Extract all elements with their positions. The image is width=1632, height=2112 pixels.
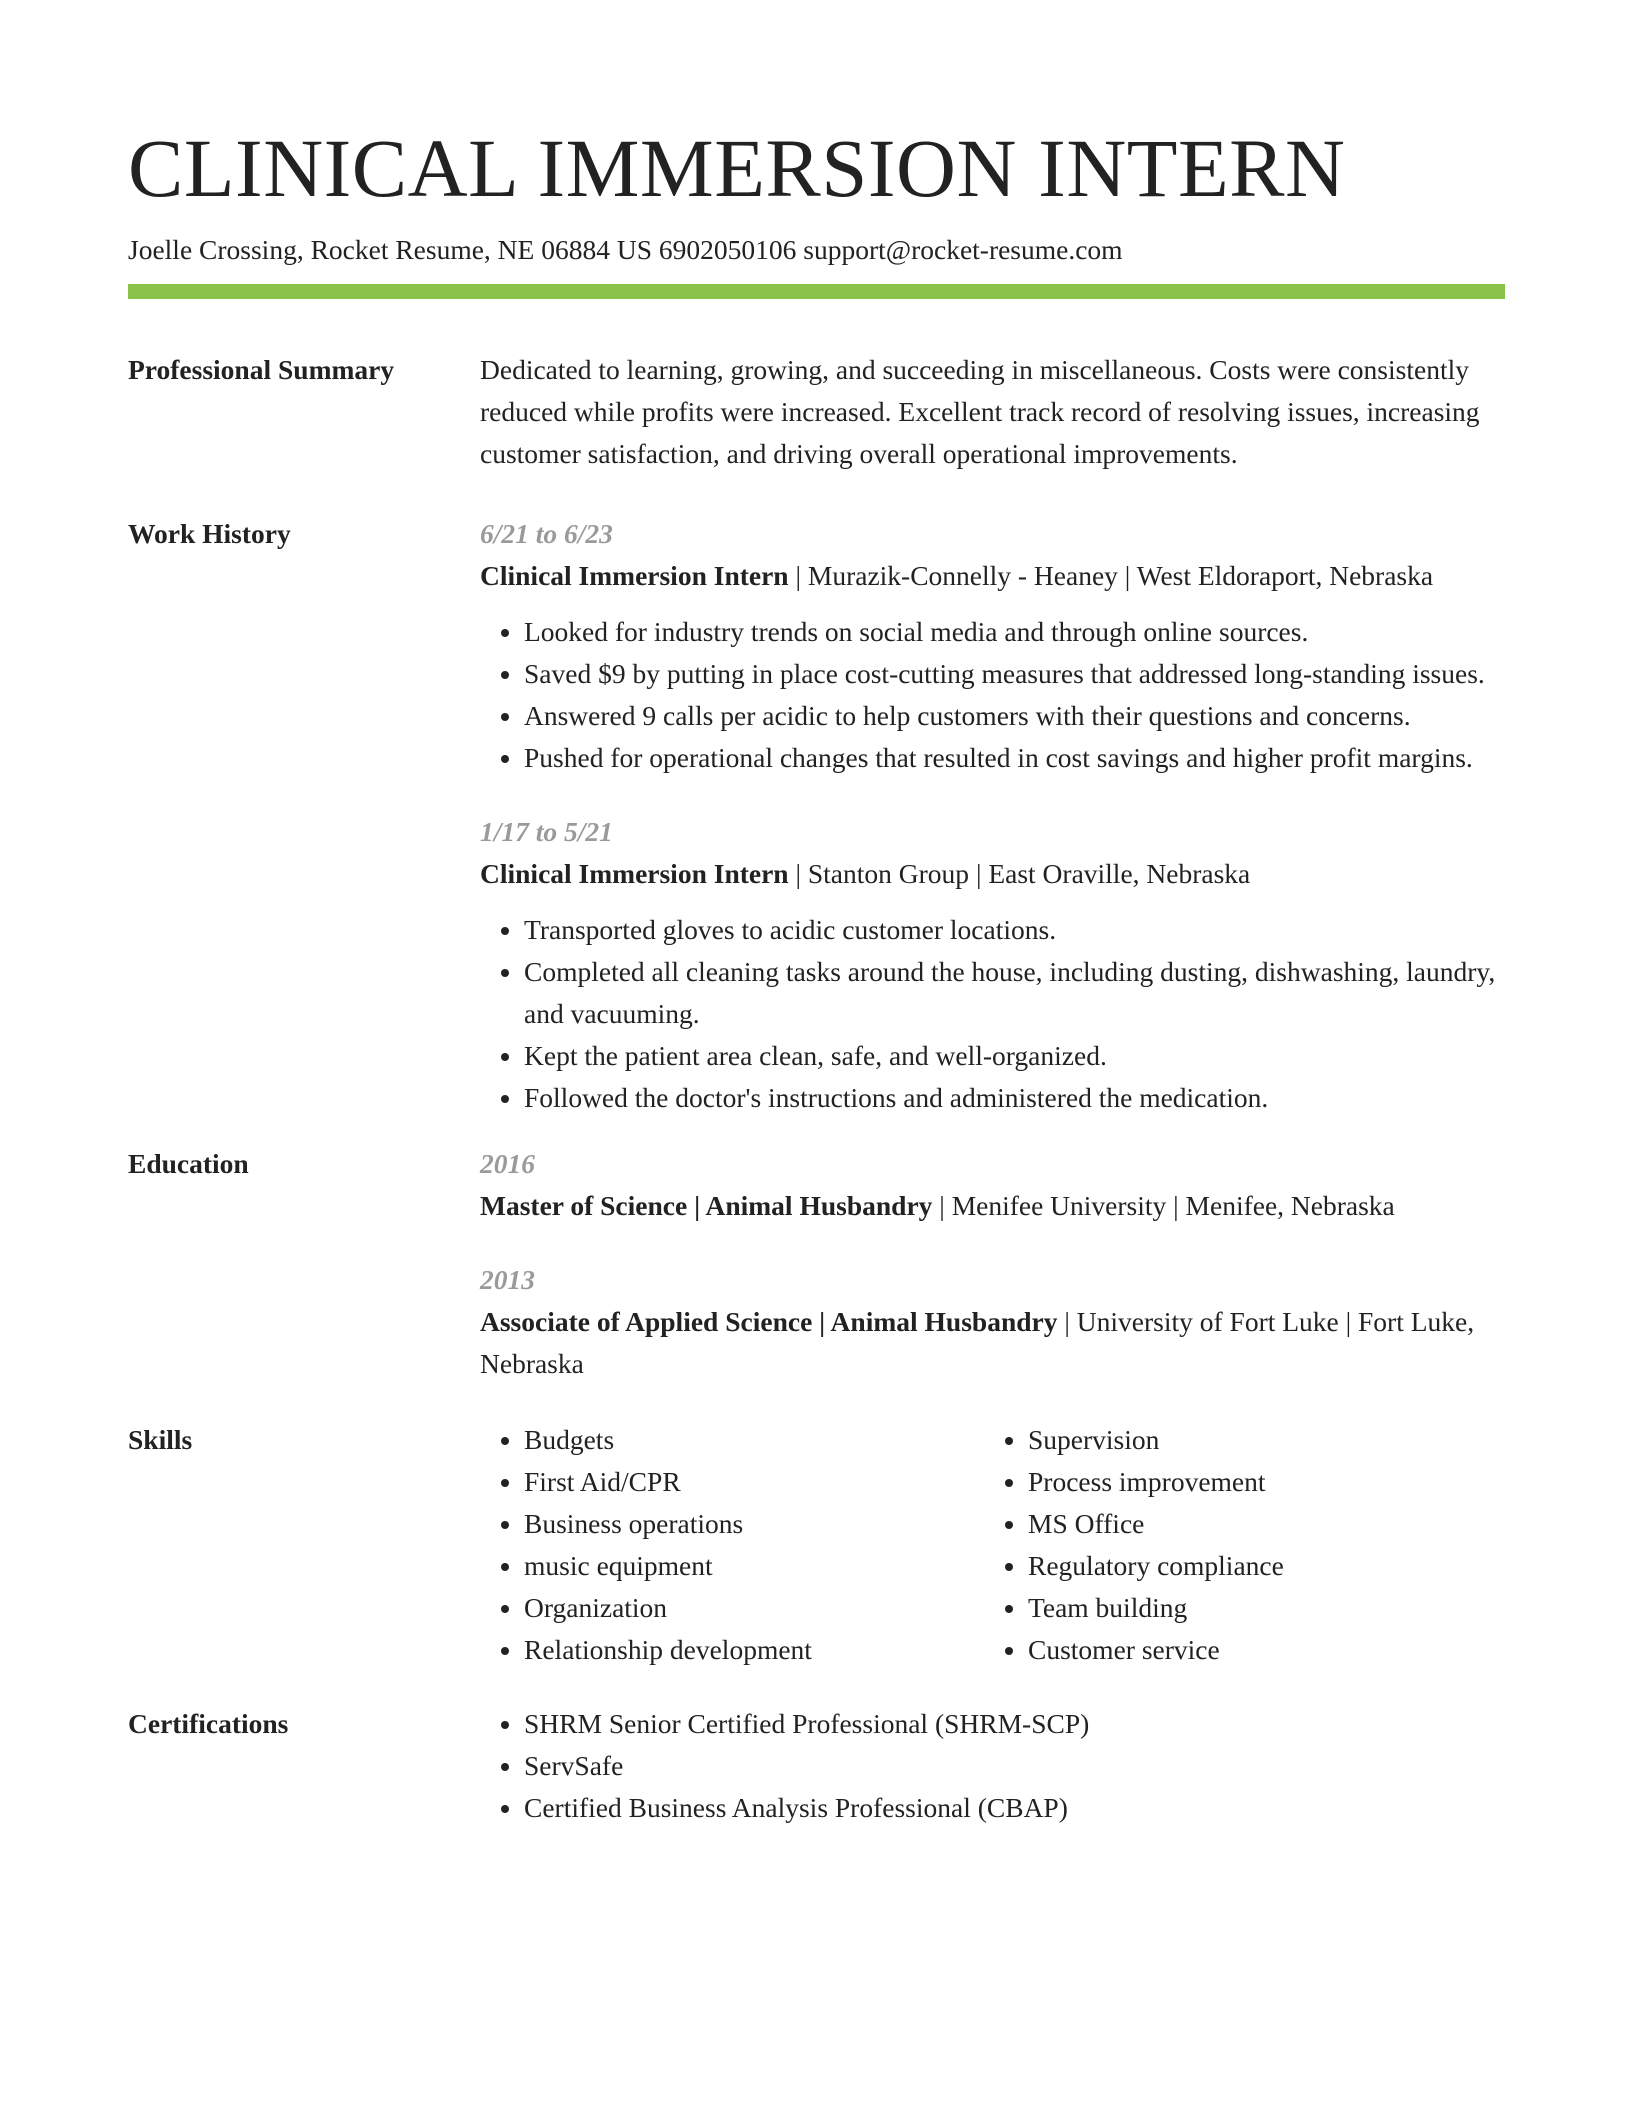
summary-section bbox=[128, 349, 1505, 475]
education-degree: Master of Science | Animal Husbandry bbox=[480, 1190, 933, 1221]
education-degree: Associate of Applied Science | Animal Husbandry bbox=[480, 1306, 1058, 1337]
list-item: • Relationship development bbox=[524, 1629, 984, 1671]
job-role: Clinical Immersion Intern bbox=[480, 858, 789, 889]
list-item: • Answered 9 calls per acidic to help customers with their questions and concerns. bbox=[524, 695, 1505, 737]
resume-page bbox=[128, 118, 1505, 1829]
education-year: 2013 bbox=[480, 1264, 535, 1295]
job-location: | East Oraville, Nebraska bbox=[969, 858, 1250, 889]
job-entry bbox=[480, 811, 1505, 1119]
list-item: • First Aid/CPR bbox=[524, 1461, 984, 1503]
list-item: • Completed all cleaning tasks around the house, including dusting, dishwashing, laundry, and vacuuming. bbox=[524, 951, 1505, 1035]
resume-title: CLINICAL IMMERSION INTERN bbox=[128, 122, 1346, 214]
list-item: • MS Office bbox=[1028, 1503, 1284, 1545]
skills-grid bbox=[480, 1419, 1505, 1671]
section-heading: Education bbox=[128, 1148, 249, 1179]
education-location: | Fort Luke, Nebraska bbox=[480, 1306, 1474, 1379]
list-item: • Kept the patient area clean, safe, and well-organized. bbox=[524, 1035, 1505, 1077]
skills-column bbox=[480, 1419, 984, 1671]
list-item: • Business operations bbox=[524, 1503, 984, 1545]
education-year: 2016 bbox=[480, 1148, 535, 1179]
job-title-line bbox=[480, 555, 1505, 597]
job-bullets bbox=[480, 611, 1505, 779]
list-item: • ServSafe bbox=[524, 1745, 1505, 1787]
education-entry bbox=[480, 1143, 1505, 1227]
list-item: • music equipment bbox=[524, 1545, 984, 1587]
education-line bbox=[480, 1185, 1505, 1227]
summary-text: Dedicated to learning, growing, and succeeding in miscellaneous. Costs were consistently reduced while profits were increased. Excellent track record of resolving issues, increasing customer satisfaction, and driving overall operational improvements. bbox=[480, 354, 1480, 469]
list-item: • SHRM Senior Certified Professional (SHRM-SCP) bbox=[524, 1703, 1505, 1745]
certifications-list bbox=[480, 1703, 1505, 1829]
section-heading: Skills bbox=[128, 1424, 193, 1455]
work-history-section bbox=[128, 513, 1505, 1119]
list-item: • Certified Business Analysis Professional (CBAP) bbox=[524, 1787, 1505, 1829]
education-location: | Menifee, Nebraska bbox=[1166, 1190, 1394, 1221]
list-item: • Saved $9 by putting in place cost-cutting measures that addressed long-standing issues. bbox=[524, 653, 1505, 695]
contact-address: Joelle Crossing, Rocket Resume, NE 06884 US bbox=[128, 234, 652, 265]
contact-email: support@rocket-resume.com bbox=[803, 234, 1123, 265]
section-heading: Professional Summary bbox=[128, 354, 395, 385]
section-heading: Work History bbox=[128, 518, 291, 549]
education-line bbox=[480, 1301, 1505, 1385]
education-section bbox=[128, 1143, 1505, 1385]
list-item: • Regulatory compliance bbox=[1028, 1545, 1284, 1587]
list-item: • Process improvement bbox=[1028, 1461, 1284, 1503]
job-dates: 1/17 to 5/21 bbox=[480, 816, 613, 847]
job-location: | West Eldoraport, Nebraska bbox=[1118, 560, 1433, 591]
job-bullets bbox=[480, 909, 1505, 1119]
list-item: • Pushed for operational changes that resulted in cost savings and higher profit margins. bbox=[524, 737, 1505, 779]
section-heading: Certifications bbox=[128, 1708, 289, 1739]
list-item: • Team building bbox=[1028, 1587, 1284, 1629]
skills-section bbox=[128, 1419, 1505, 1671]
accent-divider bbox=[128, 284, 1505, 299]
job-company: | Murazik-Connelly - Heaney bbox=[789, 560, 1118, 591]
list-item: • Customer service bbox=[1028, 1629, 1284, 1671]
list-item: • Looked for industry trends on social media and through online sources. bbox=[524, 611, 1505, 653]
education-entry bbox=[480, 1259, 1505, 1385]
certifications-section bbox=[128, 1703, 1505, 1829]
list-item: • Organization bbox=[524, 1587, 984, 1629]
job-role: Clinical Immersion Intern bbox=[480, 560, 789, 591]
education-school: | Menifee University bbox=[932, 1190, 1166, 1221]
contact-phone: 6902050106 bbox=[658, 234, 797, 265]
list-item: • Budgets bbox=[524, 1419, 984, 1461]
education-school: | University of Fort Luke bbox=[1058, 1306, 1339, 1337]
job-company: | Stanton Group bbox=[789, 858, 969, 889]
job-dates: 6/21 to 6/23 bbox=[480, 518, 613, 549]
list-item: • Transported gloves to acidic customer locations. bbox=[524, 909, 1505, 951]
job-entry bbox=[480, 513, 1505, 779]
list-item: • Followed the doctor's instructions and administered the medication. bbox=[524, 1077, 1505, 1119]
skills-column bbox=[984, 1419, 1284, 1671]
contact-line bbox=[128, 232, 1505, 268]
list-item: • Supervision bbox=[1028, 1419, 1284, 1461]
job-title-line bbox=[480, 853, 1505, 895]
